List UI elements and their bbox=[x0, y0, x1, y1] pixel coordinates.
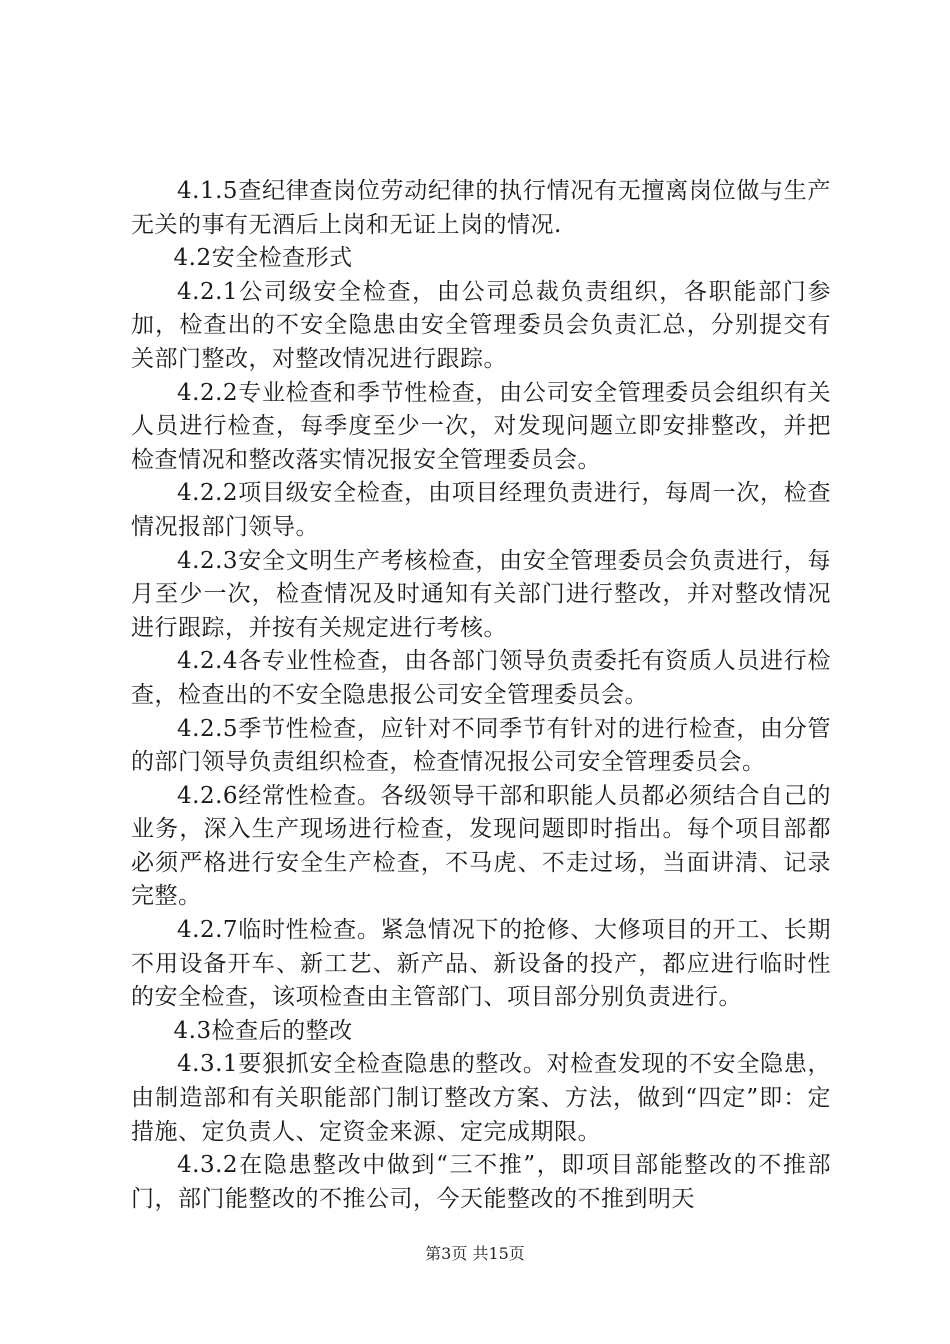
paragraph-4-2-2-project: 4.2.2项目级安全检查，由项目经理负责进行，每周一次，检查情况报部门领导。 bbox=[131, 480, 831, 540]
document-body bbox=[131, 175, 831, 1216]
section-heading-4-3: 4.3检查后的整改 bbox=[173, 1017, 353, 1044]
paragraph-4-1-5: 4.1.5查纪律查岗位劳动纪律的执行情况有无擅离岗位做与生产无关的事有无酒后上岗和无证上岗的情况. bbox=[131, 178, 831, 238]
paragraph-4-2-4: 4.2.4各专业性检查，由各部门领导负责委托有资质人员进行检查，检查出的不安全隐患报公司安全管理委员会。 bbox=[131, 648, 831, 708]
section-heading-4-2: 4.2安全检查形式 bbox=[173, 245, 353, 272]
paragraph-4-2-2-professional: 4.2.2专业检查和季节性检查，由公司安全管理委员会组织有关人员进行检查，每季度至少一次，对发现问题立即安排整改，并把检查情况和整改落实情况报安全管理委员会。 bbox=[131, 379, 831, 473]
paragraph-4-3-2: 4.3.2在隐患整改中做到“三不推”，即项目部能整改的不推部门，部门能整改的不推公司，今天能整改的不推到明天 bbox=[131, 1152, 831, 1212]
paragraph-4-2-3: 4.2.3安全文明生产考核检查，由安全管理委员会负责进行，每月至少一次，检查情况及时通知有关部门进行整改，并对整改情况进行跟踪，并按有关规定进行考核。 bbox=[131, 547, 831, 641]
paragraph-4-2-6: 4.2.6经常性检查。各级领导干部和职能人员都必须结合自己的业务，深入生产现场进行检查，发现问题即时指出。每个项目部都必须严格进行安全生产检查，不马虎、不走过场，当面讲清、记录完整。 bbox=[131, 782, 831, 910]
paragraph-4-2-1: 4.2.1公司级安全检查，由公司总裁负责组织，各职能部门参加，检查出的不安全隐患由安全管理委员会负责汇总，分别提交有关部门整改，对整改情况进行跟踪。 bbox=[131, 278, 831, 372]
paragraph-4-3-1: 4.3.1要狠抓安全检查隐患的整改。对检查发现的不安全隐患，由制造部和有关职能部门制订整改方案、方法，做到“四定”即：定措施、定负责人、定资金来源、定完成期限。 bbox=[131, 1051, 831, 1145]
page-number-footer: 第3页 共15页 bbox=[425, 1244, 525, 1263]
paragraph-4-2-7: 4.2.7临时性检查。紧急情况下的抢修、大修项目的开工、长期不用设备开车、新工艺、新产品、新设备的投产，都应进行临时性的安全检查，该项检查由主管部门、项目部分别负责进行。 bbox=[131, 917, 831, 1011]
paragraph-4-2-5: 4.2.5季节性检查，应针对不同季节有针对的进行检查，由分管的部门领导负责组织检查，检查情况报公司安全管理委员会。 bbox=[131, 715, 831, 776]
